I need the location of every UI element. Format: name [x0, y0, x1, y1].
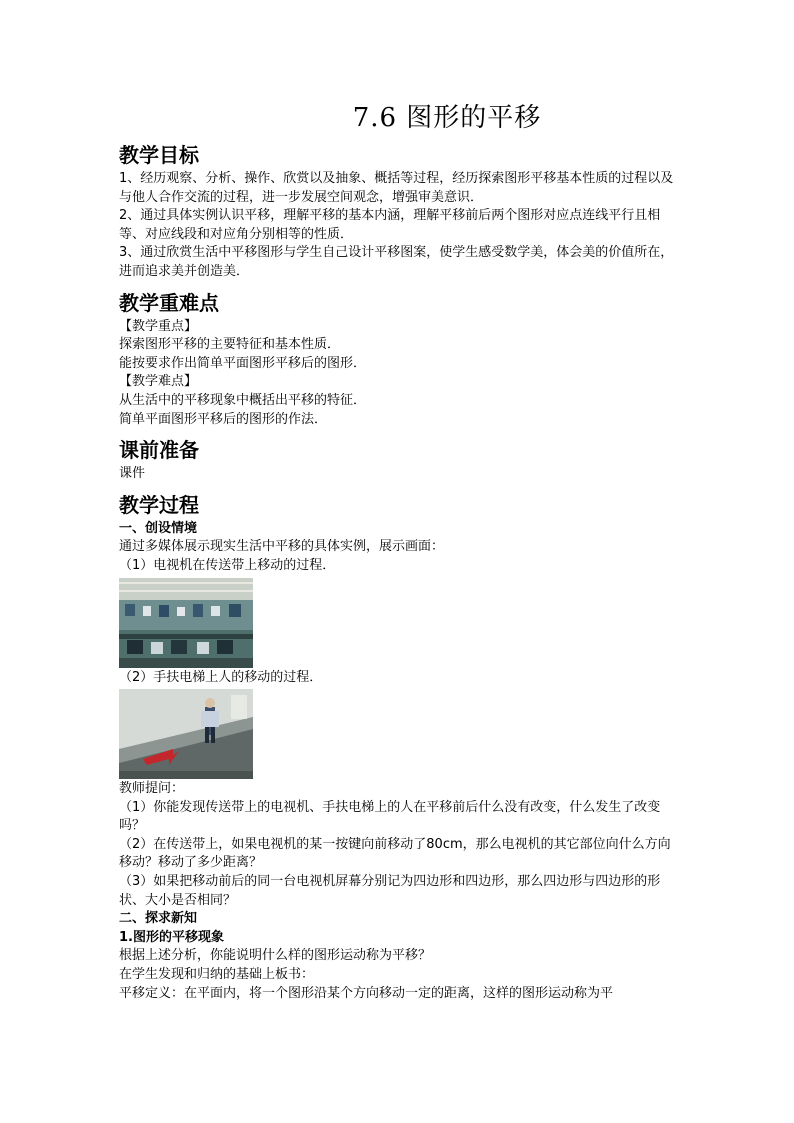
- objective-item: 1、经历观察、分析、操作、欣赏以及抽象、概括等过程，经历探索图形平移基本性质的过程以及与他人合作交流的过程，进一步发展空间观念，增强审美意识．: [119, 171, 674, 205]
- document-page: [119, 96, 679, 1003]
- objective-item: 2、通过具体实例认识平移，理解平移的基本内涵，理解平移前后两个图形对应点连线平行且相等、对应线段和对应角分别相等的性质．: [119, 208, 661, 242]
- process-intro: 通过多媒体展示现实生活中平移的具体实例，展示画面：: [119, 539, 445, 555]
- heading-process: 教学过程: [119, 492, 199, 517]
- difficulty-item: 从生活中的平移现象中概括出平移的特征．: [119, 392, 367, 408]
- subsection-line: 在学生发现和归纳的基础上板书：: [119, 967, 315, 983]
- heading-key-points: 教学重难点: [119, 290, 219, 315]
- question-item: （2）在传送带上，如果电视机的某一按键向前移动了80cm，那么电视机的其它部位向什么方向移动？移动了多少距离？: [119, 836, 671, 871]
- escalator-person-photo: [119, 689, 253, 779]
- subsection-line: 根据上述分析，你能说明什么样的图形运动称为平移？: [119, 948, 432, 964]
- question-item: （1）你能发现传送带上的电视机、手扶电梯上的人在平移前后什么没有改变，什么发生了改变吗？: [119, 799, 661, 834]
- tv-assembly-line-photo: [119, 578, 253, 668]
- part1-title: 一、创设情境: [119, 520, 198, 536]
- heading-objectives: 教学目标: [119, 143, 199, 167]
- difficulty-item: 简单平面图形平移后的图形的作法．: [119, 411, 328, 427]
- example-2: （2）手扶电梯上人的移动的过程．: [119, 669, 323, 685]
- difficulty-label: 【教学难点】: [119, 374, 198, 390]
- teacher-question-label: 教师提问：: [119, 781, 185, 797]
- focus-item: 探索图形平移的主要特征和基本性质．: [119, 337, 341, 353]
- focus-item: 能按要求作出简单平面图形平移后的图形．: [119, 355, 367, 371]
- subsection-line: 平移定义：在平面内，将一个图形沿某个方向移动一定的距离，这样的图形运动称为平: [119, 985, 614, 1001]
- question-item: （3）如果把移动前后的同一台电视机屏幕分别记为四边形和四边形，那么四边形与四边形的形状、大小是否相同？: [119, 874, 661, 908]
- preparation-text: 课件: [119, 466, 146, 482]
- subsection-title: 1.图形的平移现象: [119, 929, 224, 945]
- example-1: （1）电视机在传送带上移动的过程．: [119, 557, 336, 573]
- part2-title: 二、探求新知: [119, 911, 198, 927]
- page-title: 7.6 图形的平移: [352, 103, 542, 133]
- objective-item: 3、通过欣赏生活中平移图形与学生自己设计平移图案，使学生感受数学美，体会美的价值所在，进而追求美并创造美．: [119, 245, 674, 279]
- heading-preparation: 课前准备: [119, 438, 199, 463]
- focus-label: 【教学重点】: [119, 318, 198, 334]
